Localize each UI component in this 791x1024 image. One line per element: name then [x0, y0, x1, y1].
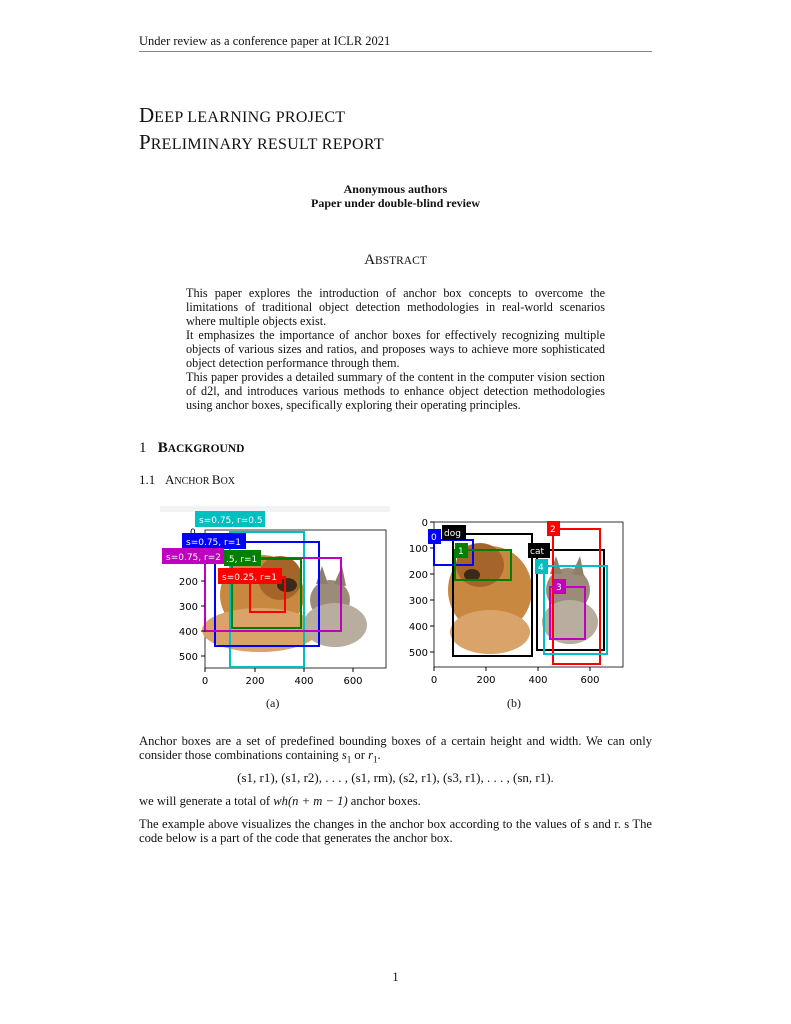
y-tick-label: 0 [421, 518, 428, 529]
x-tick-label: 200 [476, 675, 496, 686]
equation-anchor-combinations: (s1, r1), (s1, r2), . . . , (s1, rm), (s2, r1), (s3, r1), . . . , (sn, r1). [237, 770, 554, 785]
x-tick-label: 200 [245, 676, 265, 687]
label-2-text: 2 [550, 525, 556, 535]
label-cyan-text: s=0.75, r=0.5 [199, 516, 263, 526]
review-note: Paper under double-blind review [310, 196, 481, 210]
title-line-1: DEEP LEARNING PROJECT [139, 103, 346, 127]
label-0-text: 0 [431, 533, 437, 543]
page-number: 1 [392, 970, 399, 984]
x-tick-label: 600 [580, 675, 600, 686]
abstract-heading: ABSTRACT [364, 252, 427, 268]
label-3-text: 3 [556, 583, 562, 593]
y-tick-label: 200 [178, 577, 198, 588]
figure-caption-a: (a) [266, 696, 280, 710]
figure-panel-a [160, 506, 390, 687]
running-header: Under review as a conference paper at ICLR 2021 [139, 34, 652, 52]
abstract-paragraph: This paper provides a detailed summary of the content in the computer vision section of d2l, and introduces various methods to enhance object detection methodologies using anchor boxes, specifically exploring their operating principles. [186, 370, 605, 412]
label-magenta-text: s=0.75, r=2 [166, 553, 221, 563]
body-paragraph-2: we will generate a total of wh(n + m − 1) anchor boxes. [139, 794, 421, 808]
y-tick-label: 500 [408, 648, 428, 659]
y-tick-label: 200 [408, 570, 428, 581]
label-4-text: 4 [538, 563, 544, 573]
figure-panel-b [409, 518, 623, 686]
label-1-text: 1 [458, 547, 464, 557]
subsection-heading: 1.1 ANCHOR BOX [139, 472, 236, 487]
y-tick-label: 400 [178, 627, 198, 638]
y-tick-label: 300 [408, 596, 428, 607]
x-tick-label: 0 [430, 675, 438, 686]
x-tick-label: 400 [528, 675, 548, 686]
label-cat-text: cat [530, 547, 544, 557]
title-line-2: PRELIMINARY RESULT REPORT [139, 130, 384, 154]
body-paragraph-1: Anchor boxes are a set of predefined bounding boxes of a certain height and width. We can only consider those combinations containing $s_1$ or $r_1$. [139, 734, 652, 765]
y-tick-label: 500 [178, 652, 198, 663]
label-red-text: s=0.25, r=1 [222, 573, 277, 583]
body-paragraph-3: The example above visualizes the changes in the anchor box according to the values of s and r. s The code below is a part of the code that generates the anchor box. [139, 817, 652, 845]
label-green-text: .5, r=1 [226, 555, 258, 565]
y-tick-label: 400 [408, 622, 428, 633]
x-tick-label: 600 [343, 676, 363, 687]
abstract-paragraph: This paper explores the introduction of anchor box concepts to overcome the limitations of traditional object detection methodologies in real-world scenarios where multiple objects exist. [186, 286, 605, 328]
figure-caption-b: (b) [507, 696, 521, 710]
x-tick-label: 400 [294, 676, 314, 687]
label-blue-text: s=0.75, r=1 [186, 538, 241, 548]
y-tick-label: 100 [408, 544, 428, 555]
x-tick-label: 0 [201, 676, 209, 687]
label-dog-text: dog [444, 529, 461, 539]
section-heading: 1 BACKGROUND [139, 440, 245, 456]
author-name: Anonymous authors [343, 182, 448, 196]
abstract-paragraph: It emphasizes the importance of anchor boxes for effectively recognizing multiple objects of various sizes and ratios, and proposes ways to achieve more sophisticated object detection performance through them. [186, 328, 605, 370]
y-tick-label: 300 [178, 602, 198, 613]
